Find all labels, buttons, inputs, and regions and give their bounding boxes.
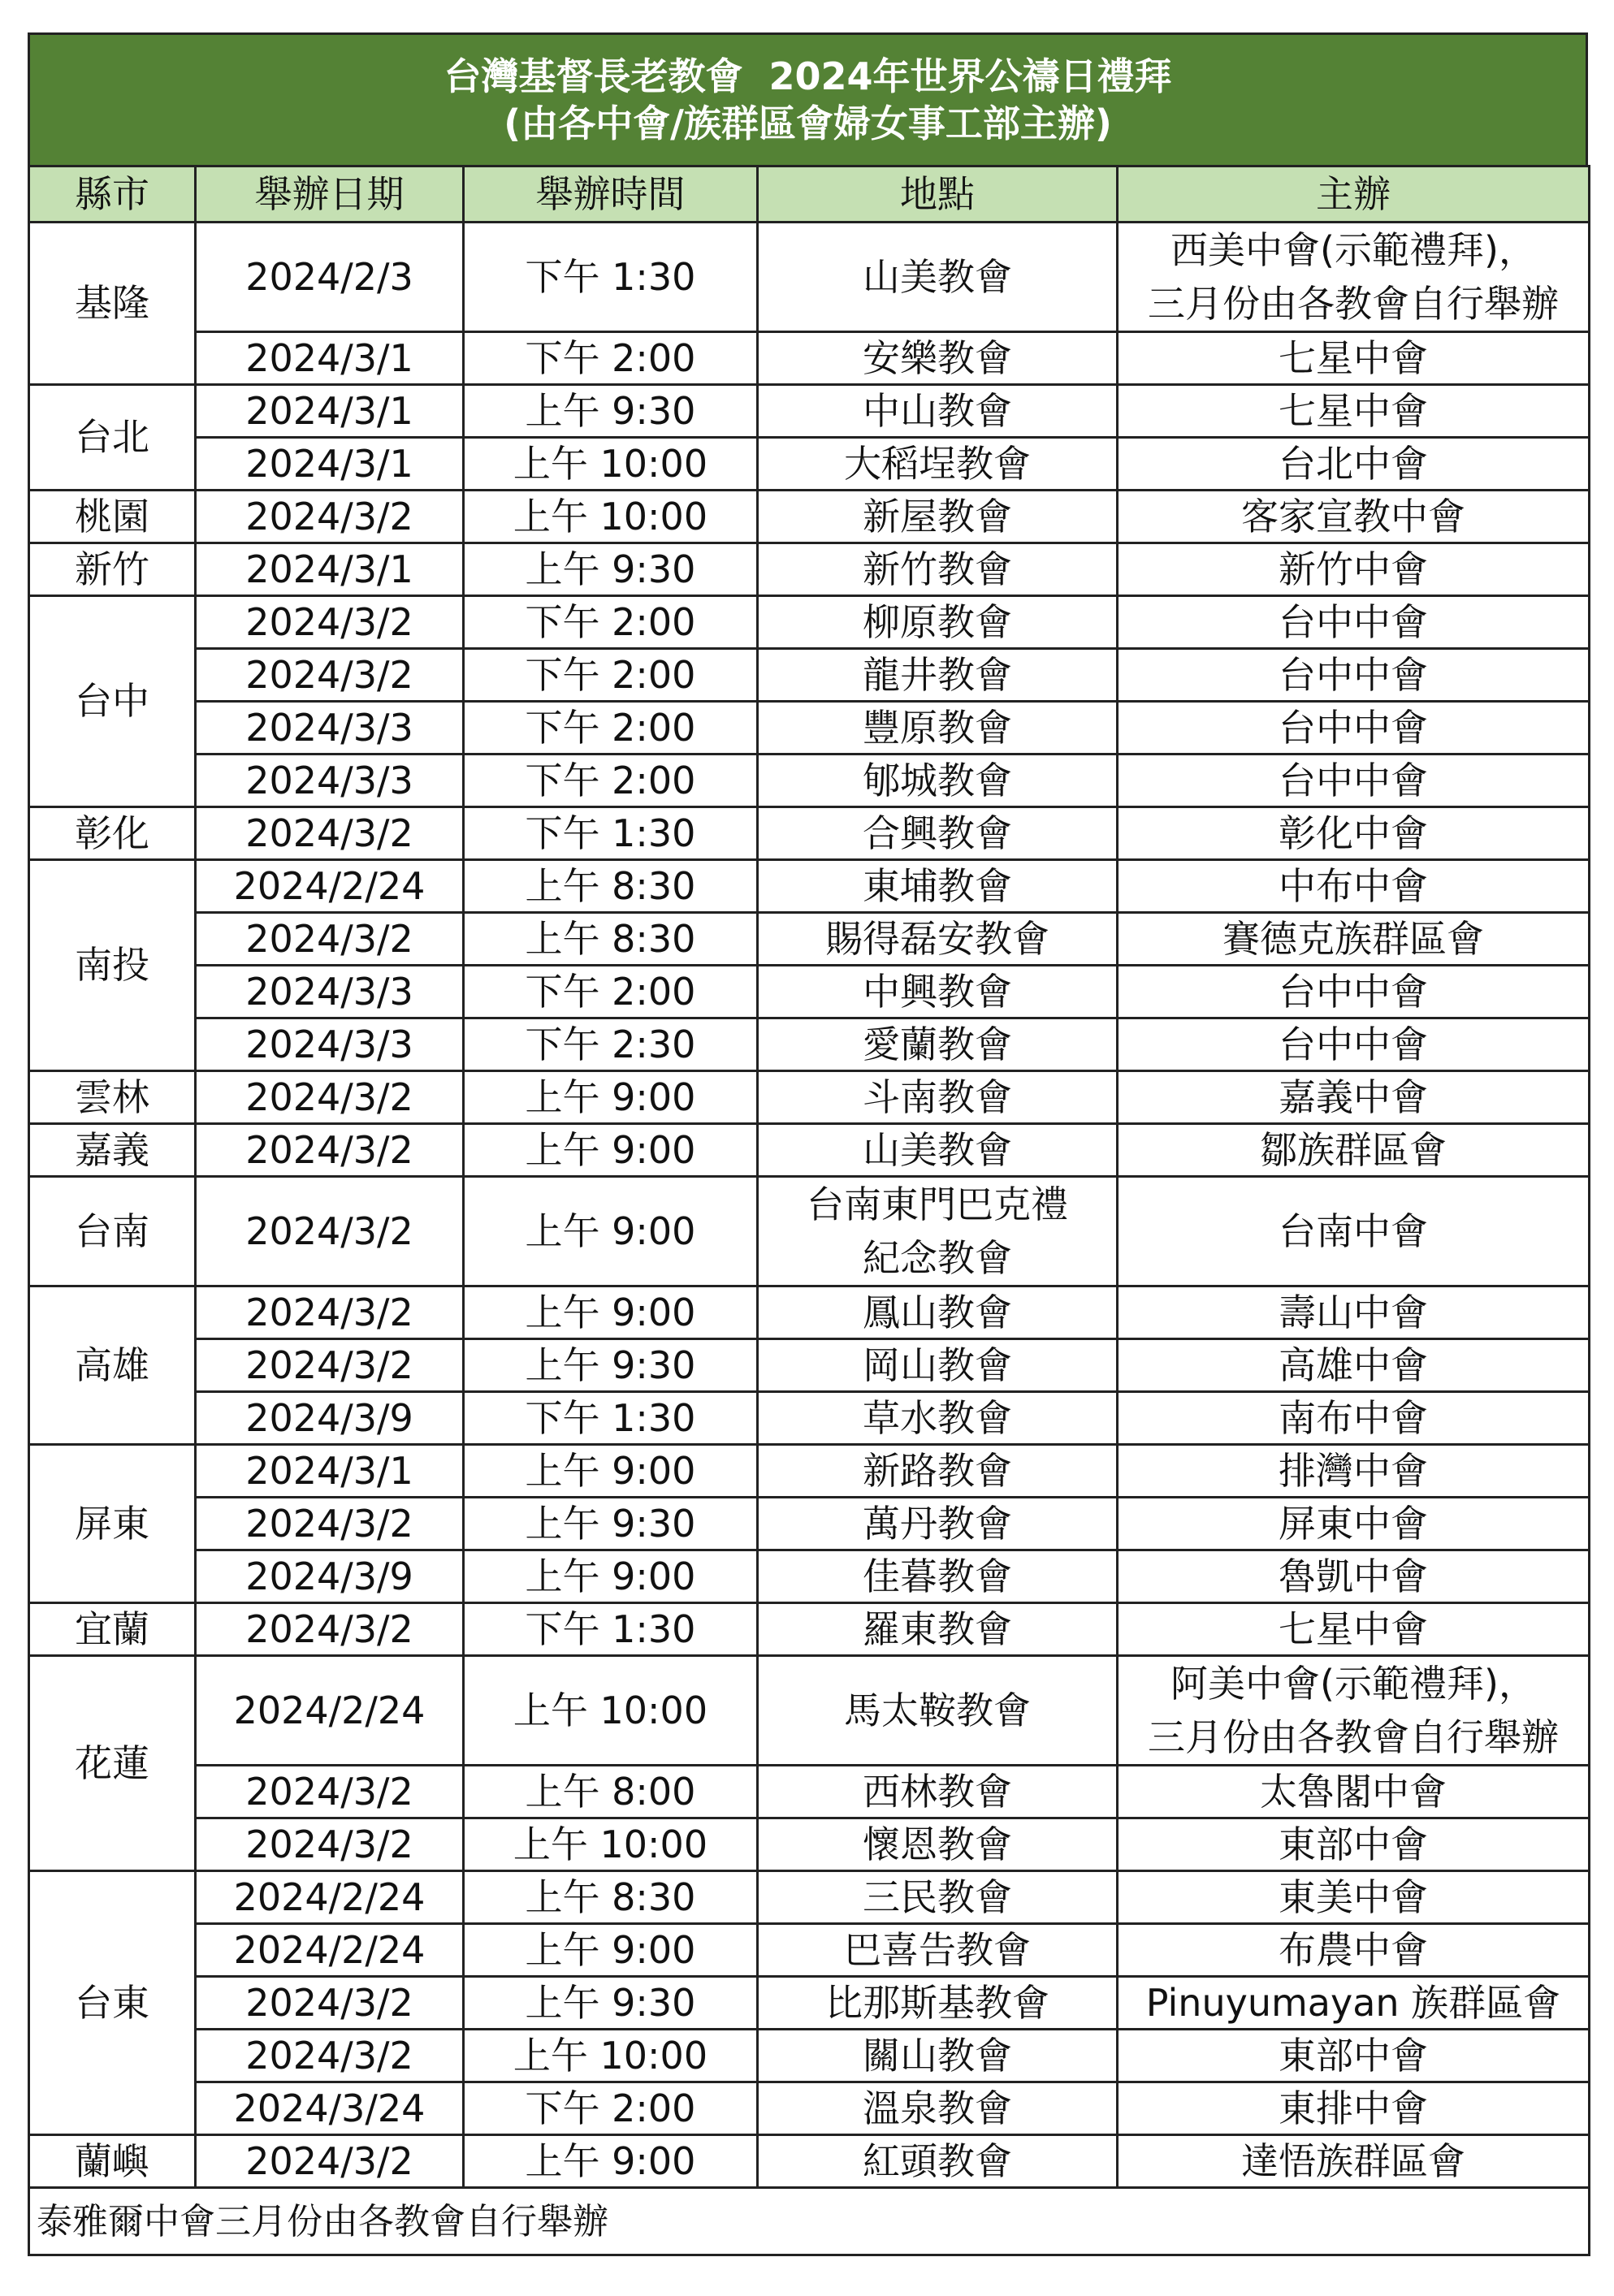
- date-cell: 2024/3/2: [196, 1818, 464, 1871]
- host-cell: 東部中會: [1118, 1818, 1590, 1871]
- place-cell: 佳暮教會: [758, 1550, 1118, 1603]
- place-cell: 馬太鞍教會: [758, 1656, 1118, 1766]
- time-cell: 上午 8:30: [464, 860, 758, 913]
- date-cell: 2024/3/2: [196, 913, 464, 966]
- header-row: [29, 166, 1590, 223]
- host-cell: [1118, 1656, 1590, 1766]
- date-cell: 2024/3/1: [196, 385, 464, 438]
- place-cell: 山美教會: [758, 1124, 1118, 1177]
- host-cell-line-2: 三月份由各教會自行舉辦: [1148, 1715, 1559, 1759]
- header-time: 舉辦時間: [464, 166, 758, 223]
- date-cell: 2024/3/2: [196, 1498, 464, 1550]
- place-cell: 草水教會: [758, 1392, 1118, 1445]
- host-cell: 鄒族群區會: [1118, 1124, 1590, 1177]
- time-cell: 上午 9:00: [464, 2135, 758, 2188]
- time-cell: 上午 9:00: [464, 1071, 758, 1124]
- time-cell: 下午 2:30: [464, 1018, 758, 1071]
- host-cell: 屏東中會: [1118, 1498, 1590, 1550]
- place-cell: 愛蘭教會: [758, 1018, 1118, 1071]
- date-cell: 2024/2/24: [196, 1871, 464, 1924]
- place-cell: 西林教會: [758, 1766, 1118, 1818]
- date-cell: 2024/3/2: [196, 1339, 464, 1392]
- host-cell-line-2: 三月份由各教會自行舉辦: [1148, 282, 1559, 326]
- date-cell: 2024/2/24: [196, 860, 464, 913]
- date-cell: 2024/3/1: [196, 332, 464, 385]
- table-row: [29, 966, 1590, 1018]
- table-row: [29, 1018, 1590, 1071]
- date-cell: 2024/3/9: [196, 1550, 464, 1603]
- time-cell: 下午 2:00: [464, 596, 758, 649]
- time-cell: 上午 10:00: [464, 491, 758, 543]
- host-cell: 客家宣教中會: [1118, 491, 1590, 543]
- table-row: [29, 1286, 1590, 1339]
- date-cell: 2024/3/2: [196, 2030, 464, 2082]
- place-cell: 合興教會: [758, 807, 1118, 860]
- time-cell: 上午 9:30: [464, 1977, 758, 2030]
- table-row: [29, 1766, 1590, 1818]
- time-cell: 上午 9:30: [464, 543, 758, 596]
- title-line-2: (由各中會/族群區會婦女事工部主辦): [504, 102, 1112, 145]
- time-cell: 上午 9:30: [464, 385, 758, 438]
- place-cell: 中興教會: [758, 966, 1118, 1018]
- time-cell: 下午 2:00: [464, 702, 758, 755]
- table-row: [29, 2135, 1590, 2188]
- host-cell: 七星中會: [1118, 332, 1590, 385]
- table-row: [29, 649, 1590, 702]
- date-cell: 2024/2/24: [196, 1924, 464, 1977]
- table-row: [29, 491, 1590, 543]
- host-cell: 台中中會: [1118, 596, 1590, 649]
- table-row: [29, 1924, 1590, 1977]
- time-cell: 下午 1:30: [464, 1392, 758, 1445]
- table-row: [29, 1339, 1590, 1392]
- time-cell: 上午 10:00: [464, 1656, 758, 1766]
- host-cell: 七星中會: [1118, 1603, 1590, 1656]
- header-date: 舉辦日期: [196, 166, 464, 223]
- place-cell-line-2: 紀念教會: [863, 1236, 1012, 1280]
- city-cell: 桃園: [29, 491, 196, 543]
- place-cell: 龍井教會: [758, 649, 1118, 702]
- place-cell: 賜得磊安教會: [758, 913, 1118, 966]
- table-row: [29, 1871, 1590, 1924]
- table-row: [29, 1498, 1590, 1550]
- table-row: [29, 807, 1590, 860]
- time-cell: 上午 9:00: [464, 1124, 758, 1177]
- city-cell: 嘉義: [29, 1124, 196, 1177]
- date-cell: 2024/3/1: [196, 1445, 464, 1498]
- time-cell: 上午 8:00: [464, 1766, 758, 1818]
- time-cell: 下午 2:00: [464, 332, 758, 385]
- table-row: [29, 913, 1590, 966]
- date-cell: 2024/3/9: [196, 1392, 464, 1445]
- host-cell: 台北中會: [1118, 438, 1590, 491]
- host-cell: 台南中會: [1118, 1177, 1590, 1286]
- date-cell: 2024/3/3: [196, 966, 464, 1018]
- host-cell: 嘉義中會: [1118, 1071, 1590, 1124]
- table-row: [29, 755, 1590, 807]
- time-cell: 下午 2:00: [464, 649, 758, 702]
- time-cell: 上午 9:30: [464, 1498, 758, 1550]
- city-cell: 蘭嶼: [29, 2135, 196, 2188]
- time-cell: 上午 9:00: [464, 1177, 758, 1286]
- time-cell: 下午 2:00: [464, 2082, 758, 2135]
- city-cell: 基隆: [29, 223, 196, 385]
- city-cell: 花蓮: [29, 1656, 196, 1871]
- place-cell: [758, 1177, 1118, 1286]
- city-cell: 宜蘭: [29, 1603, 196, 1656]
- place-cell: 東埔教會: [758, 860, 1118, 913]
- schedule-table: [28, 165, 1590, 2256]
- host-cell: 壽山中會: [1118, 1286, 1590, 1339]
- place-cell: 萬丹教會: [758, 1498, 1118, 1550]
- date-cell: 2024/3/3: [196, 1018, 464, 1071]
- city-cell: 屏東: [29, 1445, 196, 1603]
- table-row: [29, 385, 1590, 438]
- host-cell: 排灣中會: [1118, 1445, 1590, 1498]
- place-cell: 豐原教會: [758, 702, 1118, 755]
- city-cell: 雲林: [29, 1071, 196, 1124]
- place-cell: 紅頭教會: [758, 2135, 1118, 2188]
- city-cell: 台中: [29, 596, 196, 807]
- table-row: [29, 543, 1590, 596]
- host-cell: 高雄中會: [1118, 1339, 1590, 1392]
- date-cell: 2024/3/3: [196, 755, 464, 807]
- date-cell: 2024/3/2: [196, 807, 464, 860]
- place-cell: 山美教會: [758, 223, 1118, 332]
- date-cell: 2024/2/3: [196, 223, 464, 332]
- date-cell: 2024/2/24: [196, 1656, 464, 1766]
- place-cell: 岡山教會: [758, 1339, 1118, 1392]
- schedule-sheet: [28, 32, 1588, 2256]
- host-cell: 台中中會: [1118, 755, 1590, 807]
- date-cell: 2024/3/24: [196, 2082, 464, 2135]
- city-cell: 高雄: [29, 1286, 196, 1445]
- table-row: [29, 1445, 1590, 1498]
- place-cell: 三民教會: [758, 1871, 1118, 1924]
- table-row: [29, 1392, 1590, 1445]
- host-cell: 東美中會: [1118, 1871, 1590, 1924]
- host-cell: 東部中會: [1118, 2030, 1590, 2082]
- table-row: [29, 596, 1590, 649]
- time-cell: 下午 2:00: [464, 755, 758, 807]
- city-cell: 台南: [29, 1177, 196, 1286]
- host-cell: 台中中會: [1118, 1018, 1590, 1071]
- date-cell: 2024/3/2: [196, 596, 464, 649]
- place-cell: 大稻埕教會: [758, 438, 1118, 491]
- host-cell: 東排中會: [1118, 2082, 1590, 2135]
- place-cell: 關山教會: [758, 2030, 1118, 2082]
- time-cell: 上午 9:00: [464, 1550, 758, 1603]
- place-cell: 新屋教會: [758, 491, 1118, 543]
- place-cell: 羅東教會: [758, 1603, 1118, 1656]
- host-cell: 中布中會: [1118, 860, 1590, 913]
- place-cell: 懷恩教會: [758, 1818, 1118, 1871]
- date-cell: 2024/3/2: [196, 649, 464, 702]
- date-cell: 2024/3/2: [196, 1071, 464, 1124]
- place-cell-line-1: 台南東門巴克禮: [807, 1183, 1068, 1226]
- time-cell: 上午 10:00: [464, 438, 758, 491]
- table-row: [29, 332, 1590, 385]
- date-cell: 2024/3/1: [196, 543, 464, 596]
- city-cell: 南投: [29, 860, 196, 1071]
- place-cell: 溫泉教會: [758, 2082, 1118, 2135]
- footer-row: [29, 2188, 1590, 2255]
- date-cell: 2024/3/2: [196, 1603, 464, 1656]
- table-row: [29, 702, 1590, 755]
- place-cell: 鳳山教會: [758, 1286, 1118, 1339]
- host-cell: [1118, 223, 1590, 332]
- host-cell: 新竹中會: [1118, 543, 1590, 596]
- host-cell-line-1: 阿美中會(示範禮拜)，: [1170, 1662, 1536, 1706]
- place-cell: 比那斯基教會: [758, 1977, 1118, 2030]
- date-cell: 2024/3/2: [196, 491, 464, 543]
- place-cell: 斗南教會: [758, 1071, 1118, 1124]
- table-row: [29, 1177, 1590, 1286]
- time-cell: 上午 10:00: [464, 1818, 758, 1871]
- time-cell: 上午 8:30: [464, 913, 758, 966]
- date-cell: 2024/3/2: [196, 1977, 464, 2030]
- time-cell: 上午 9:00: [464, 1286, 758, 1339]
- footer-note: 泰雅爾中會三月份由各教會自行舉辦: [29, 2188, 1590, 2255]
- time-cell: 上午 10:00: [464, 2030, 758, 2082]
- host-cell: 賽德克族群區會: [1118, 913, 1590, 966]
- city-cell: 彰化: [29, 807, 196, 860]
- table-row: [29, 2082, 1590, 2135]
- time-cell: 上午 9:00: [464, 1924, 758, 1977]
- host-cell: 七星中會: [1118, 385, 1590, 438]
- date-cell: 2024/3/2: [196, 2135, 464, 2188]
- host-cell: 台中中會: [1118, 649, 1590, 702]
- table-row: [29, 1071, 1590, 1124]
- city-cell: 台北: [29, 385, 196, 491]
- host-cell: 魯凱中會: [1118, 1550, 1590, 1603]
- date-cell: 2024/3/2: [196, 1286, 464, 1339]
- time-cell: 下午 1:30: [464, 1603, 758, 1656]
- table-row: [29, 1124, 1590, 1177]
- place-cell: 柳原教會: [758, 596, 1118, 649]
- place-cell: 安樂教會: [758, 332, 1118, 385]
- place-cell: 中山教會: [758, 385, 1118, 438]
- table-row: [29, 1656, 1590, 1766]
- city-cell: 新竹: [29, 543, 196, 596]
- header-city: 縣市: [29, 166, 196, 223]
- date-cell: 2024/3/2: [196, 1177, 464, 1286]
- time-cell: 下午 2:00: [464, 966, 758, 1018]
- time-cell: 下午 1:30: [464, 223, 758, 332]
- place-cell: 巴喜告教會: [758, 1924, 1118, 1977]
- host-cell: 達悟族群區會: [1118, 2135, 1590, 2188]
- host-cell-line-1: 西美中會(示範禮拜)，: [1170, 228, 1536, 272]
- table-row: [29, 438, 1590, 491]
- time-cell: 上午 9:30: [464, 1339, 758, 1392]
- date-cell: 2024/3/2: [196, 1766, 464, 1818]
- table-row: [29, 1603, 1590, 1656]
- host-cell: 台中中會: [1118, 702, 1590, 755]
- header-place: 地點: [758, 166, 1118, 223]
- table-row: [29, 1550, 1590, 1603]
- host-cell: 布農中會: [1118, 1924, 1590, 1977]
- host-cell: 太魯閣中會: [1118, 1766, 1590, 1818]
- time-cell: 下午 1:30: [464, 807, 758, 860]
- date-cell: 2024/3/1: [196, 438, 464, 491]
- host-cell: 台中中會: [1118, 966, 1590, 1018]
- time-cell: 上午 9:00: [464, 1445, 758, 1498]
- host-cell: Pinuyumayan 族群區會: [1118, 1977, 1590, 2030]
- schedule-body: [29, 223, 1590, 2188]
- place-cell: 新竹教會: [758, 543, 1118, 596]
- title-banner: [28, 32, 1588, 165]
- date-cell: 2024/3/3: [196, 702, 464, 755]
- host-cell: 南布中會: [1118, 1392, 1590, 1445]
- title-line-1: 台灣基督長老教會 2024年世界公禱日禮拜: [444, 54, 1172, 98]
- table-row: [29, 860, 1590, 913]
- table-row: [29, 1977, 1590, 2030]
- time-cell: 上午 8:30: [464, 1871, 758, 1924]
- city-cell: 台東: [29, 1871, 196, 2135]
- table-row: [29, 1818, 1590, 1871]
- table-row: [29, 2030, 1590, 2082]
- place-cell: 郇城教會: [758, 755, 1118, 807]
- header-host: 主辦: [1118, 166, 1590, 223]
- place-cell: 新路教會: [758, 1445, 1118, 1498]
- host-cell: 彰化中會: [1118, 807, 1590, 860]
- date-cell: 2024/3/2: [196, 1124, 464, 1177]
- table-row: [29, 223, 1590, 332]
